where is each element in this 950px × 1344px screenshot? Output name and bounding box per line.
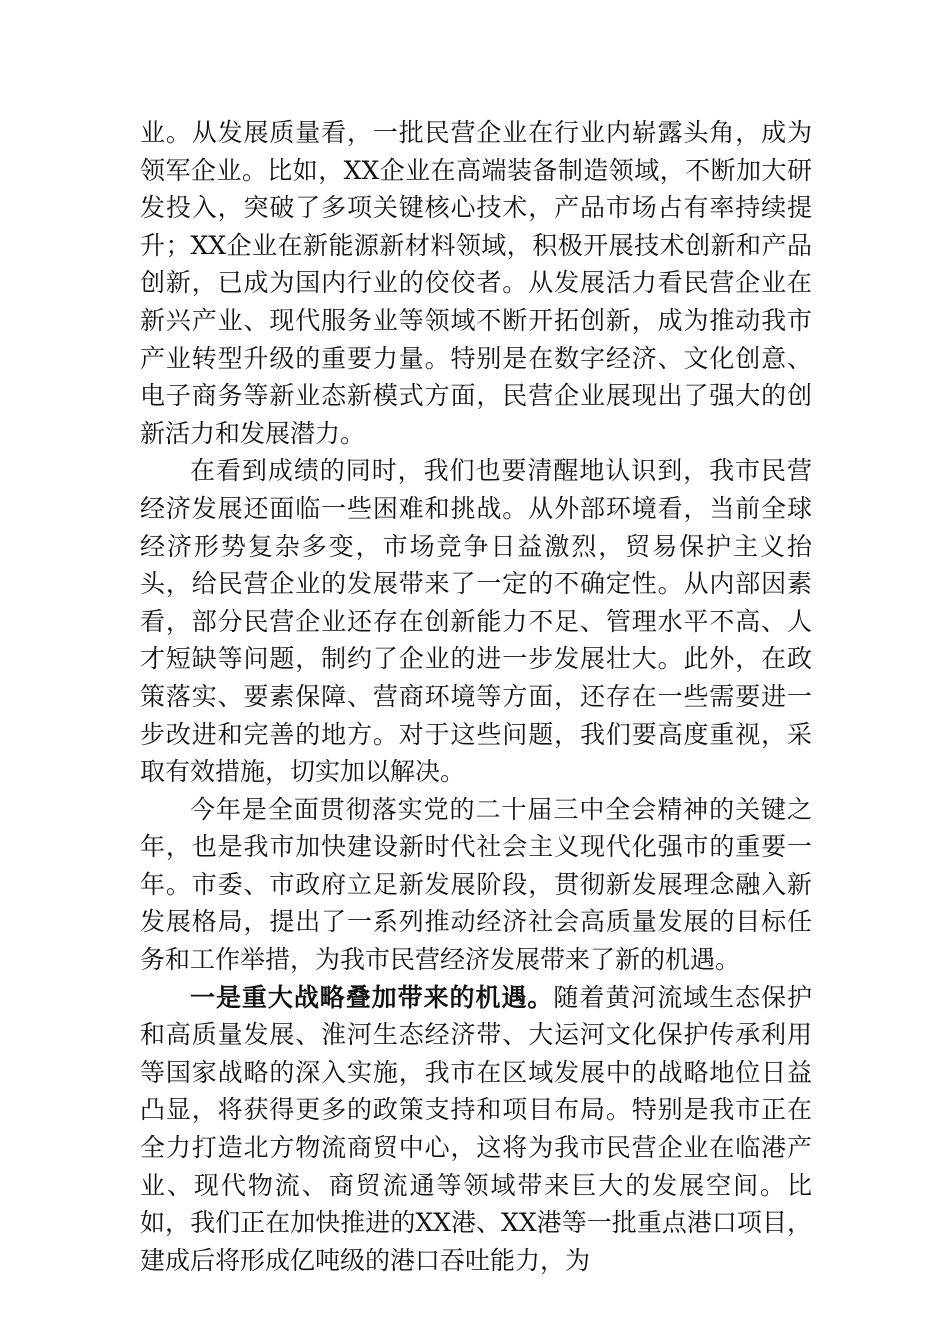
paragraph-key-year: 今年是全面贯彻落实党的二十届三中全会精神的关键之年，也是我市加快建设新时代社会主义现代化强市的重要一年。市委、市政府立足新发展阶段，贯彻新发展理念融入新发展格局，提出了一系列推动经济社会高质量发展的目标任务和工作举措，为我市民营经济发展带来了新的机遇。 bbox=[140, 794, 812, 975]
paragraph-body-text: 随着黄河流域生态保护和高质量发展、淮河生态经济带、大运河文化保护传承利用等国家战略的深入实施，我市在区域发展中的战略地位日益凸显，将获得更多的政策支持和项目布局。特别是我市正在全力打造北方物流商贸中心，这将为我市民营企业在临港产业、现代物流、商贸流通等领域带来巨大的发展空间。比如，我们正在加快推进的XX港、XX港等一批重点港口项目，建成后将形成亿吨级的港口吞吐能力，为 bbox=[140, 982, 812, 1275]
paragraph-development-quality: 业。从发展质量看，一批民营企业在行业内崭露头角，成为领军企业。比如，XX企业在高端装备制造领域，不断加大研发投入，突破了多项关键核心技术，产品市场占有率持续提升；XX企业在新能源新材料领域，积极开展技术创新和产品创新，已成为国内行业的佼佼者。从发展活力看民营企业在新兴产业、现代服务业等领域不断开拓创新，成为推动我市产业转型升级的重要力量。特别是在数字经济、文化创意、电子商务等新业态新模式方面，民营企业展现出了强大的创新活力和发展潜力。 bbox=[140, 118, 812, 448]
paragraph-lead-heading: 一是重大战略叠加带来的机遇。 bbox=[190, 982, 554, 1012]
paragraph-challenges: 在看到成绩的同时，我们也要清醒地认识到，我市民营经济发展还面临一些困难和挑战。从外部环境看，当前全球经济形势复杂多变，市场竞争日益激烈，贸易保护主义抬头，给民营企业的发展带来了一定的不确定性。从内部因素看，部分民营企业还存在创新能力不足、管理水平不高、人才短缺等问题，制约了企业的进一步发展壮大。此外，在政策落实、要素保障、营商环境等方面，还存在一些需要进一步改进和完善的地方。对于这些问题，我们要高度重视，采取有效措施，切实加以解决。 bbox=[140, 456, 812, 787]
document-page bbox=[140, 114, 812, 1279]
paragraph-strategic-opportunity bbox=[140, 979, 812, 1280]
